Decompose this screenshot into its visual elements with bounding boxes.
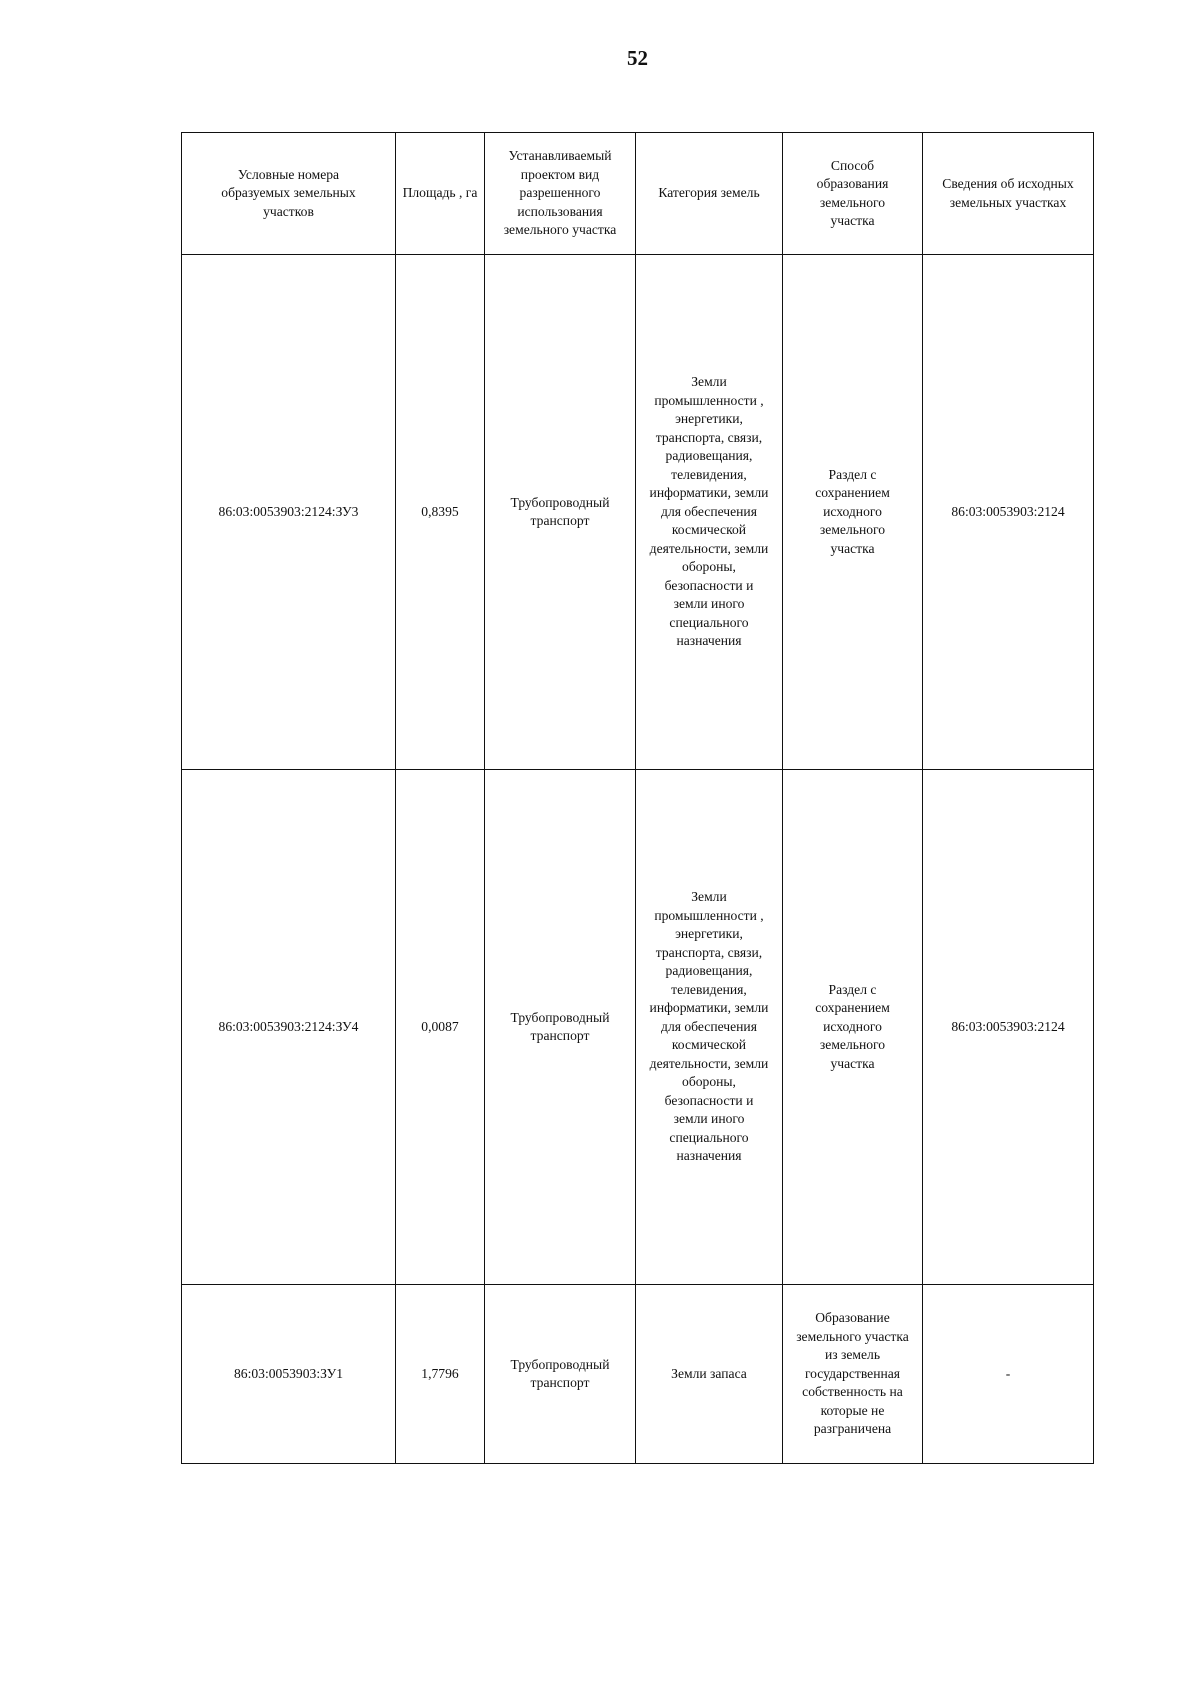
permitted-use: Трубопроводный транспорт [485,255,636,770]
source-plot: - [923,1285,1094,1464]
header-cell: Устанавливаемый проектом вид разрешенного использования земельного участка [485,133,636,255]
source-plot: 86:03:0053903:2124 [923,255,1094,770]
header-cell: Сведения об исходных земельных участках [923,133,1094,255]
header-cell: Способ образования земельного участка [783,133,923,255]
formation-method: Раздел с сохранением исходного земельного участка [783,255,923,770]
formation-method: Раздел с сохранением исходного земельного участка [783,770,923,1285]
land-plots-table [181,132,1094,1464]
plot-number: 86:03:0053903:ЗУ1 [182,1285,396,1464]
permitted-use: Трубопроводный транспорт [485,1285,636,1464]
page-number: 52 [627,46,648,70]
header-cell: Условные номера образуемых земельных участков [182,133,396,255]
formation-method: Образование земельного участка из земель государственная собственность на которые не разграничена [783,1285,923,1464]
source-plot: 86:03:0053903:2124 [923,770,1094,1285]
plot-area: 0,8395 [396,255,485,770]
plot-number: 86:03:0053903:2124:ЗУ4 [182,770,396,1285]
plot-area: 1,7796 [396,1285,485,1464]
plot-area: 0,0087 [396,770,485,1285]
plot-number: 86:03:0053903:2124:ЗУ3 [182,255,396,770]
land-category: Земли промышленности , энергетики, транспорта, связи, радиовещания, телевидения, информатики, земли для обеспечения космической деятельности, земли обороны, безопасности и земли иного специального назначения [636,255,783,770]
header-cell: Категория земель [636,133,783,255]
permitted-use: Трубопроводный транспорт [485,770,636,1285]
table-row [182,255,1094,770]
header-cell: Площадь , га [396,133,485,255]
land-category: Земли запаса [636,1285,783,1464]
land-category: Земли промышленности , энергетики, транспорта, связи, радиовещания, телевидения, информатики, земли для обеспечения космической деятельности, земли обороны, безопасности и земли иного специального назначения [636,770,783,1285]
table-header-row [182,133,1094,255]
table-row [182,1285,1094,1464]
table-row [182,770,1094,1285]
